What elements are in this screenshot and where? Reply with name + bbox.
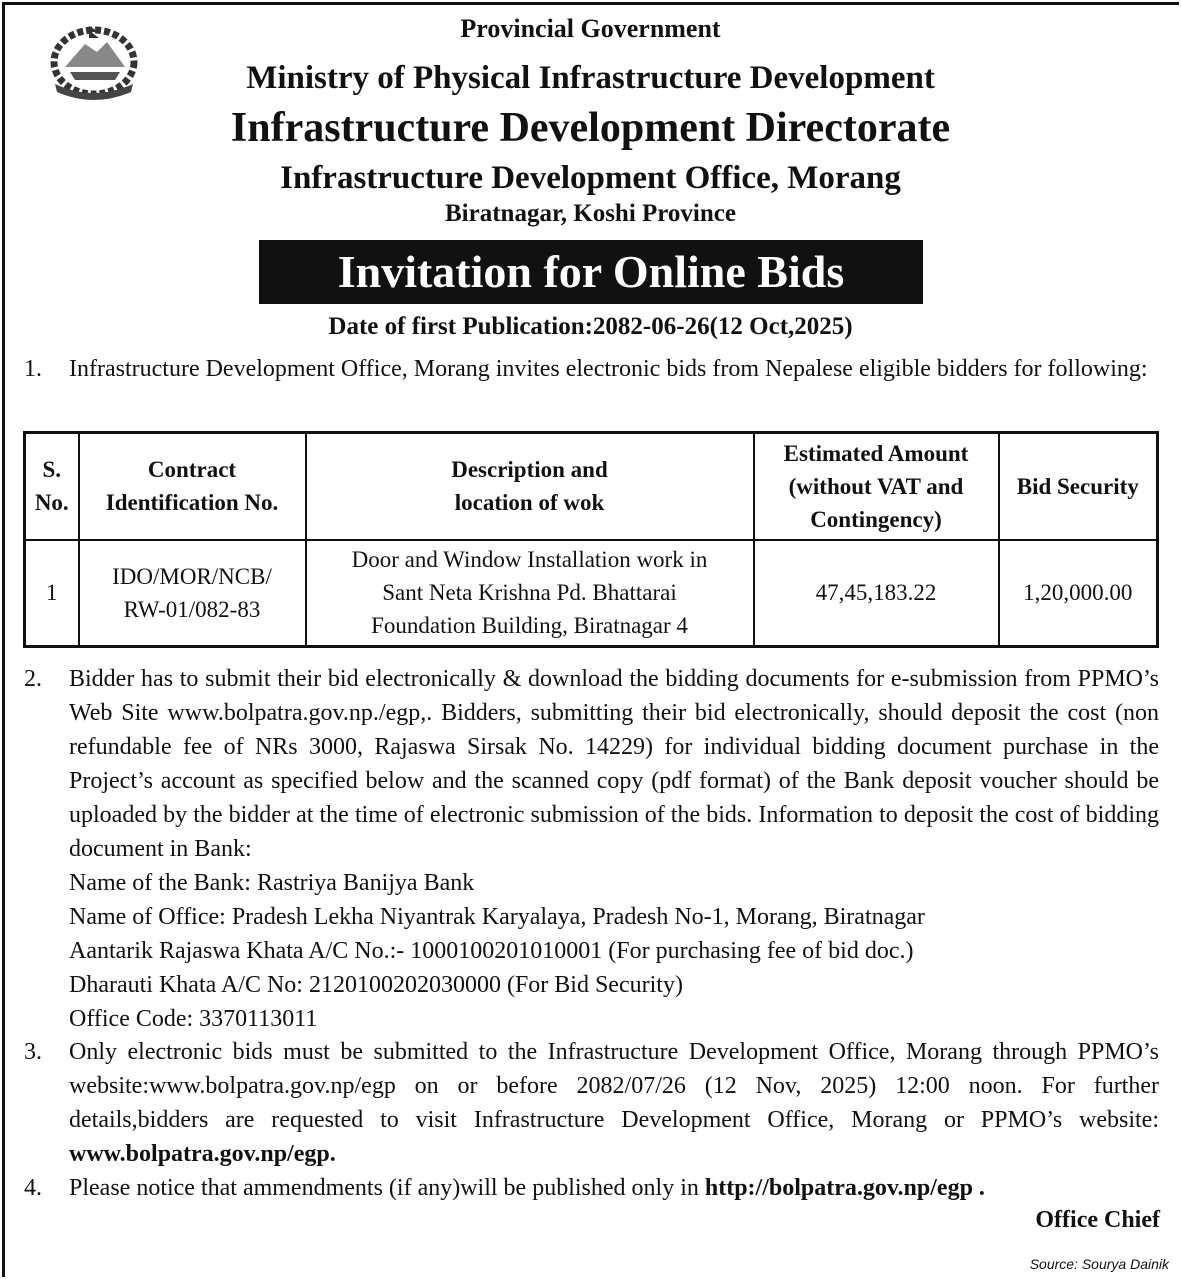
paragraph-4: [69, 1171, 1159, 1205]
bids-table: [23, 431, 1159, 648]
header-directorate: Infrastructure Development Directorate: [230, 105, 951, 151]
cell-description: Door and Window Installation work in Sant Neta Krishna Pd. Bhattarai Foundation Building, Biratnagar 4: [306, 540, 754, 647]
col-contract-id: Contract Identification No.: [79, 433, 306, 540]
paragraph-4-text: Please notice that ammendments (if any)will be published only in: [69, 1175, 705, 1201]
paragraph-2: [69, 662, 1159, 1036]
item-number: 2.: [24, 666, 42, 692]
office-name: Name of Office: Pradesh Lekha Niyantrak Karyalaya, Pradesh No-1, Morang, Biratnagar: [69, 904, 925, 930]
header-ministry: Ministry of Physical Infrastructure Development: [246, 60, 935, 96]
paragraph-3: [69, 1035, 1159, 1171]
signature: Office Chief: [1035, 1207, 1160, 1233]
table-header-row: [25, 433, 1158, 540]
header-office: Infrastructure Development Office, Morang: [280, 160, 901, 196]
item-number: 4.: [24, 1175, 42, 1201]
revenue-account: Aantarik Rajaswa Khata A/C No.:- 1000100201010001 (For purchasing fee of bid doc.): [69, 938, 914, 964]
paragraph-1: Infrastructure Development Office, Morang invites electronic bids from Nepalese eligible bidders for following:: [69, 356, 1148, 382]
cell-sno: 1: [25, 540, 79, 647]
col-description: Description and location of wok: [306, 433, 754, 540]
item-number: 3.: [24, 1039, 42, 1065]
header-provincial-government: Provincial Government: [460, 14, 721, 43]
bank-name: Name of the Bank: Rastriya Banijya Bank: [69, 870, 475, 896]
col-bid-security: Bid Security: [999, 433, 1158, 540]
paragraph-2-text: Bidder has to submit their bid electronically & download the bidding documents for e-submission from PPMO’s Web Site www.bolpatra.gov.np./egp,. Bidders, submitting their bid electronically, should deposit the cost (non refundable fee of NRs 3000, Rajaswa Sirsak No. 14229) for individual bidding document purchase in the Project’s account as specified below and the scanned copy (pdf format) of the Bank deposit voucher should be uploaded by the bidder at the time of electronic submission of the bids. Information to deposit the cost of bidding document in Bank:: [69, 666, 1159, 862]
cell-contract-id: IDO/MOR/NCB/ RW-01/082-83: [79, 540, 306, 647]
paragraph-3-text: Only electronic bids must be submitted to the Infrastructure Development Office, Morang through PPMO’s website:www.bolpatra.gov.np/egp on or before 2082/07/26 (12 Nov, 2025) 12:00 noon. For further details,bidders are requested to visit Infrastructure Development Office, Morang or PPMO’s website:: [69, 1039, 1159, 1133]
source-credit: Source: Sourya Dainik: [1029, 1256, 1169, 1272]
col-estimated-amount: Estimated Amount (without VAT and Contingency): [754, 433, 999, 540]
table-row: [25, 540, 1158, 647]
deposit-account: Dharauti Khata A/C No: 2120100202030000 (For Bid Security): [69, 972, 683, 998]
publication-date: Date of first Publication:2082-06-26(12 Oct,2025): [328, 313, 853, 340]
bolpatra-link[interactable]: www.bolpatra.gov.np/egp.: [69, 1141, 336, 1167]
office-code: Office Code: 3370113011: [69, 1006, 318, 1032]
notice-title: Invitation for Online Bids: [259, 240, 923, 304]
cell-bid-security: 1,20,000.00: [999, 540, 1158, 647]
header-location: Biratnagar, Koshi Province: [445, 200, 736, 227]
cell-estimated-amount: 47,45,183.22: [754, 540, 999, 647]
col-sno: S. No.: [25, 433, 79, 540]
item-number: 1.: [24, 356, 42, 382]
bolpatra-url-link[interactable]: http://bolpatra.gov.np/egp .: [704, 1175, 985, 1201]
